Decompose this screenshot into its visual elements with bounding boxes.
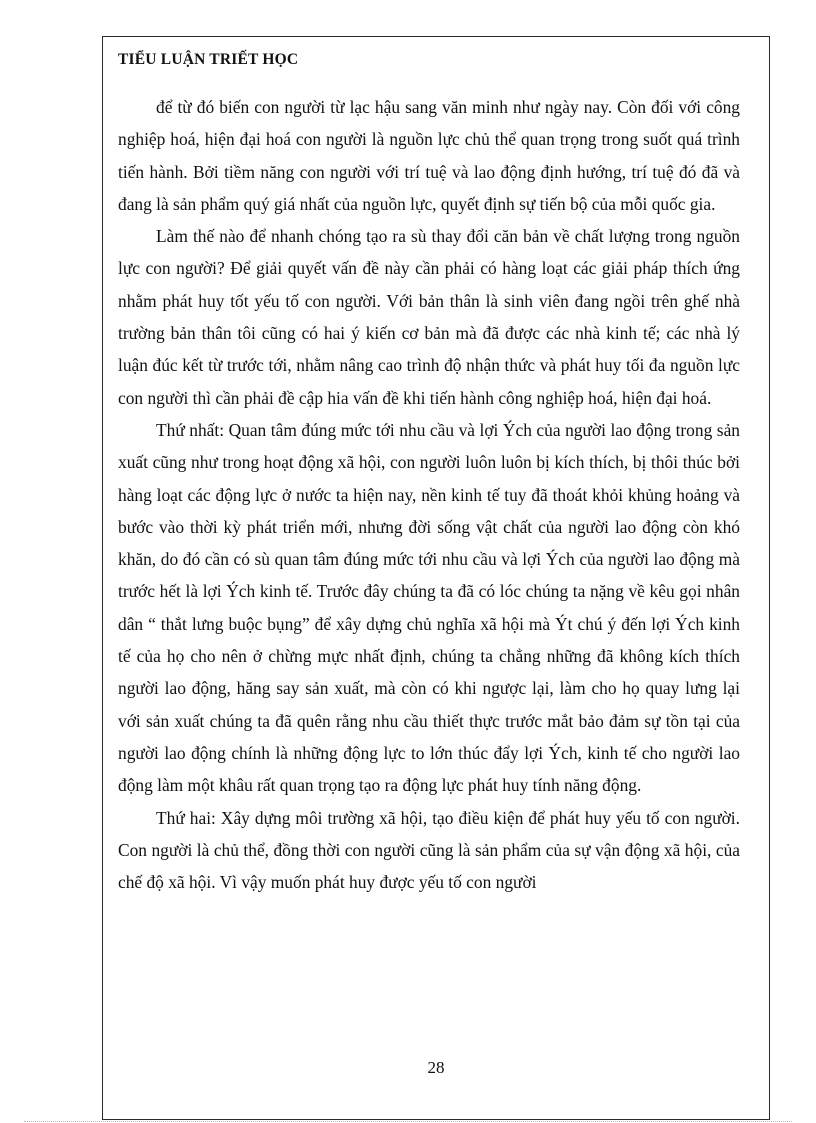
page-number: 28 bbox=[427, 1058, 445, 1077]
paragraph-3: Thứ nhất: Quan tâm đúng mức tới nhu cầu và lợi Ých của người lao động trong sản xuất cũng như trong hoạt động xã hội, con người luôn luôn bị kích thích, bị thôi thúc bởi hàng loạt các động lực ở nước ta hiện nay, nền kinh tế tuy đã thoát khỏi khủng hoảng và bước vào thời kỳ phát triển mới, nhưng đời sống vật chất của người lao động còn khó khăn, do đó cần có sù quan tâm đúng mức tới nhu cầu và lợi Ých của người lao động mà trước hết là lợi Ých kinh tế. Trước đây chúng ta đã có lóc chúng ta nặng về kêu gọi nhân dân “ thắt lưng buộc bụng” để xây dựng chủ nghĩa xã hội mà Ýt chú ý đến lợi Ých kinh tế của họ cho nên ở chừng mực nhất định, chúng ta chẳng những đã không kích thích người lao động, hăng say sản xuất, mà còn có khi ngược lại, làm cho họ quay lưng lại với sản xuất chúng ta đã quên rằng nhu cầu thiết thực trước mắt bảo đảm sự tồn tại của người lao động chính là những động lực to lớn thúc đẩy lợi Ých, kinh tế cho người lao động làm một khâu rất quan trọng tạo ra động lực phát huy tính năng động. bbox=[118, 419, 740, 796]
document-body bbox=[118, 91, 740, 898]
paragraph-2: Làm thế nào để nhanh chóng tạo ra sù thay đổi căn bản về chất lượng trong nguồn lực con người? Để giải quyết vấn đề này cần phải có hàng loạt các giải pháp thích ứng nhằm phát huy tốt yếu tố con người. Với bản thân là sinh viên đang ngồi trên ghế nhà trường bản thân tôi cũng có hai ý kiến cơ bản mà đã được các nhà kinh tế; các nhà lý luận đúc kết từ trước tới, nhằm nâng cao trình độ nhận thức và phát huy tối đa nguồn lực con người thì cần phải đề cập hia vấn đề khi tiến hành công nghiệp hoá, hiện đại hoá. bbox=[118, 226, 740, 408]
footer-divider bbox=[24, 1121, 792, 1122]
paragraph-4: Thứ hai: Xây dựng môi trường xã hội, tạo điều kiện để phát huy yếu tố con người. Con người là chủ thể, đồng thời con người cũng là sản phẩm của sự vận động xã hội, của chế độ xã hội. Vì vậy muốn phát huy được yếu tố con người bbox=[118, 807, 740, 893]
document-header-title: TIỂU LUẬN TRIẾT HỌC bbox=[118, 51, 299, 68]
paragraph-1: để từ đó biến con người từ lạc hậu sang văn minh như ngày nay. Còn đối với công nghiệp hoá, hiện đại hoá con người là nguồn lực chủ thể quan trọng trong suốt quá trình tiến hành. Bởi tiềm năng con người với trí tuệ và lao động định hướng, trí tuệ đó đã và đang là sản phẩm quý giá nhất của nguồn lực, quyết định sự tiến bộ của mỗi quốc gia. bbox=[118, 97, 740, 214]
